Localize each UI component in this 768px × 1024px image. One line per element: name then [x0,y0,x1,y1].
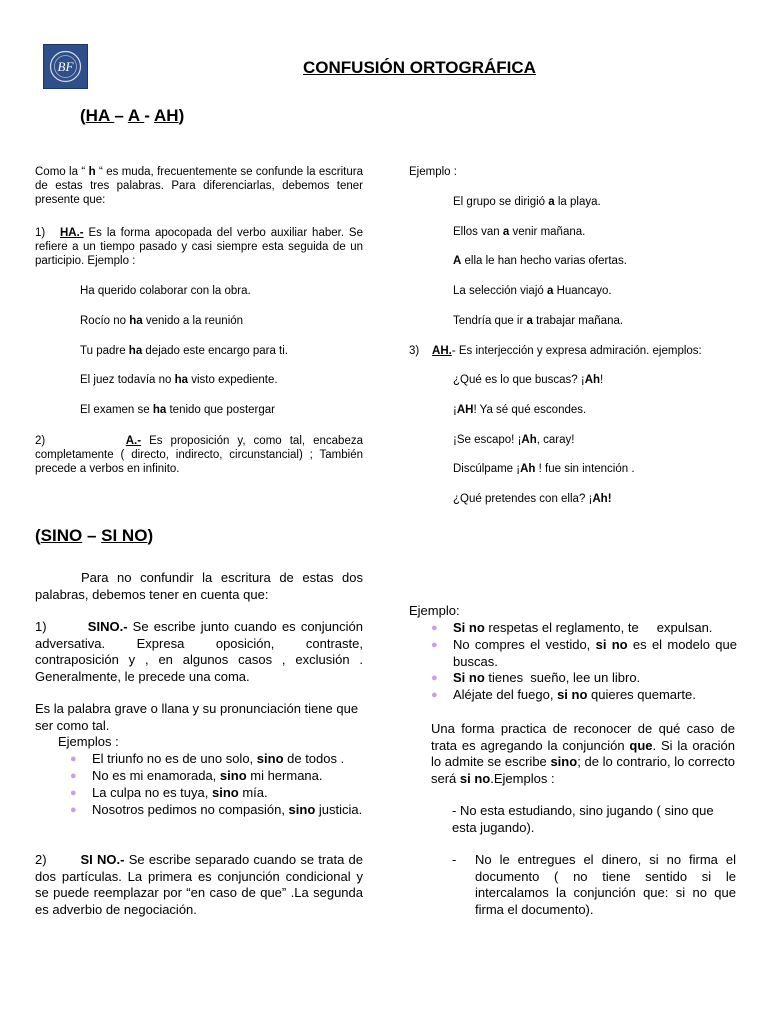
bullet-icon: ● [70,770,77,782]
dash-example-1: - No esta estudiando, sino jugando ( sino que esta jugando). [452,803,714,835]
a-example-3: A ella le han hecho varias ofertas. [453,255,627,267]
section2-point1b: Es la palabra grave o llana y su pronunciación tiene que ser como tal. [35,701,359,733]
section2-examples-label: Ejemplos : [58,734,119,749]
section2-right-heading: Ejemplo: [409,603,460,618]
practica-paragraph: Una forma practica de reconocer de qué caso de trata es agregando la conjunción que. Si la oración lo admite se escribe sino; de lo contrario, lo correcto será si no.Ejemplos : [431,721,736,786]
bullet-icon: ● [70,753,77,765]
a-example-1: El grupo se dirigió a la playa. [453,196,601,208]
bullet-icon: ● [431,689,438,701]
section1-heading: (HA – A - AH) [80,106,185,125]
section2-point2: 2) SI NO.- Se escribe separado cuando se trata de dos partículas. La primera es conjunción condicional y se puede reemplazar por “en caso de que” .La segunda es adverbio de negociación. [35,852,363,917]
section2-heading: (SINO – SI NO) [35,526,154,545]
ha-example-2: Rocío no ha venido a la reunión [80,315,244,327]
logo-emblem-icon [44,45,87,88]
section1-point3: 3) AH.- Es interjección y expresa admiración. ejemplos: [409,345,702,357]
section1-intro: Como la “ h “ es muda, frecuentemente se confunde la escritura de estas tres palabras. Para diferenciarlas, debemos tener presente que: [35,166,364,206]
section1-point2: 2) A.- Es proposición y, como tal, encabeza completamente ( directo, indirecto, circunstancial) ; También precede a verbos en infinito. [35,435,363,475]
ha-example-1: Ha querido colaborar con la obra. [80,285,251,297]
logo-text: BF [57,59,74,74]
section2-intro: Para no confundir la escritura de estas dos palabras, debemos tener en cuenta que: [35,570,363,602]
ha-example-3: Tu padre ha dejado este encargo para ti. [80,345,288,357]
a-example-5: Tendría que ir a trabajar mañana. [453,315,624,327]
section2-point1: 1) SINO.- Se escribe junto cuando es conjunción adversativa. Expresa oposición, contraste, contraposición y , en algunos casos , exclusión . Generalmente, le precede una coma. [35,619,363,684]
ah-example-5: ¿Qué pretendes con ella? ¡Ah! [453,493,612,505]
ha-example-4: El juez todavía no ha visto expediente. [80,374,278,386]
bullet-icon: ● [431,639,438,651]
bullet-icon: ● [70,787,77,799]
page-title: CONFUSIÓN ORTOGRÁFICA [303,58,536,77]
ah-example-2: ¡AH! Ya sé qué escondes. [453,404,587,416]
dash-mark: - [452,852,457,867]
section1-point1: 1) HA.- Es la forma apocopada del verbo auxiliar haber. Se refiere a un tiempo pasado y casi siempre esta seguida de un participio. Ejemplo : [35,227,364,267]
ah-example-1: ¿Qué es lo que buscas? ¡Ah! [453,374,604,386]
dash-example-2: No le entregues el dinero, si no firma el documento ( no tiene sentido si le intercalamos la conjunción que: si no que firma el documento). [475,852,736,917]
bullet-icon: ● [431,622,438,634]
logo [43,44,88,89]
bullet-icon: ● [70,804,77,816]
ha-example-5: El examen se ha tenido que postergar [80,404,275,416]
a-example-2: Ellos van a venir mañana. [453,226,586,238]
ah-example-4: Discúlpame ¡Ah ! fue sin intención . [453,463,635,475]
bullet-icon: ● [431,672,438,684]
ah-example-3: ¡Se escapo! ¡Ah, caray! [453,434,575,446]
a-example-4: La selección viajó a Huancayo. [453,285,612,297]
section1-right-heading: Ejemplo : [409,166,457,178]
